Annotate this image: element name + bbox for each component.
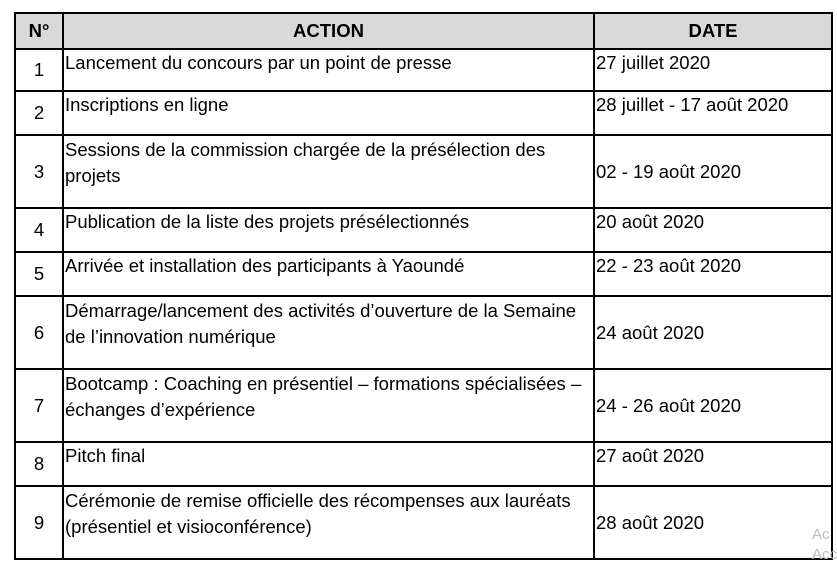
table-row: [15, 442, 832, 486]
header-row: [15, 13, 832, 49]
table-row: [15, 369, 832, 442]
header-num: N°: [15, 13, 63, 49]
watermark-line-2: Acc: [812, 546, 837, 563]
row-date: 22 - 23 août 2020: [594, 252, 832, 296]
row-action: Pitch final: [63, 442, 594, 486]
row-action: Sessions de la commission chargée de la présélection des projets: [63, 135, 594, 208]
row-date: 24 août 2020: [594, 296, 832, 369]
table-row: [15, 296, 832, 369]
table-row: [15, 91, 832, 135]
row-action: Publication de la liste des projets présélectionnés: [63, 208, 594, 252]
row-date: 27 août 2020: [594, 442, 832, 486]
row-date: 02 - 19 août 2020: [594, 135, 832, 208]
header-date: DATE: [594, 13, 832, 49]
header-action: ACTION: [63, 13, 594, 49]
row-number: 5: [15, 252, 63, 296]
row-number: 3: [15, 135, 63, 208]
row-number: 2: [15, 91, 63, 135]
row-action: Inscriptions en ligne: [63, 91, 594, 135]
schedule-table: [14, 12, 833, 560]
table-row: [15, 486, 832, 559]
table-row: [15, 252, 832, 296]
row-date: 24 - 26 août 2020: [594, 369, 832, 442]
row-number: 1: [15, 49, 63, 91]
row-date: 27 juillet 2020: [594, 49, 832, 91]
table-row: [15, 208, 832, 252]
row-number: 9: [15, 486, 63, 559]
row-action: Cérémonie de remise officielle des récompenses aux lauréats (présentiel et visioconférence): [63, 486, 594, 559]
row-action: Arrivée et installation des participants à Yaoundé: [63, 252, 594, 296]
row-action: Lancement du concours par un point de presse: [63, 49, 594, 91]
table-row: [15, 49, 832, 91]
row-number: 6: [15, 296, 63, 369]
row-date: 28 août 2020: [594, 486, 832, 559]
row-number: 4: [15, 208, 63, 252]
activation-watermark: [812, 525, 837, 565]
row-number: 8: [15, 442, 63, 486]
row-action: Démarrage/lancement des activités d’ouverture de la Semaine de l’innovation numérique: [63, 296, 594, 369]
row-date: 20 août 2020: [594, 208, 832, 252]
row-number: 7: [15, 369, 63, 442]
row-action: Bootcamp : Coaching en présentiel – formations spécialisées – échanges d’expérience: [63, 369, 594, 442]
row-date: 28 juillet - 17 août 2020: [594, 91, 832, 135]
table-row: [15, 135, 832, 208]
watermark-line-1: Ac: [812, 526, 830, 543]
